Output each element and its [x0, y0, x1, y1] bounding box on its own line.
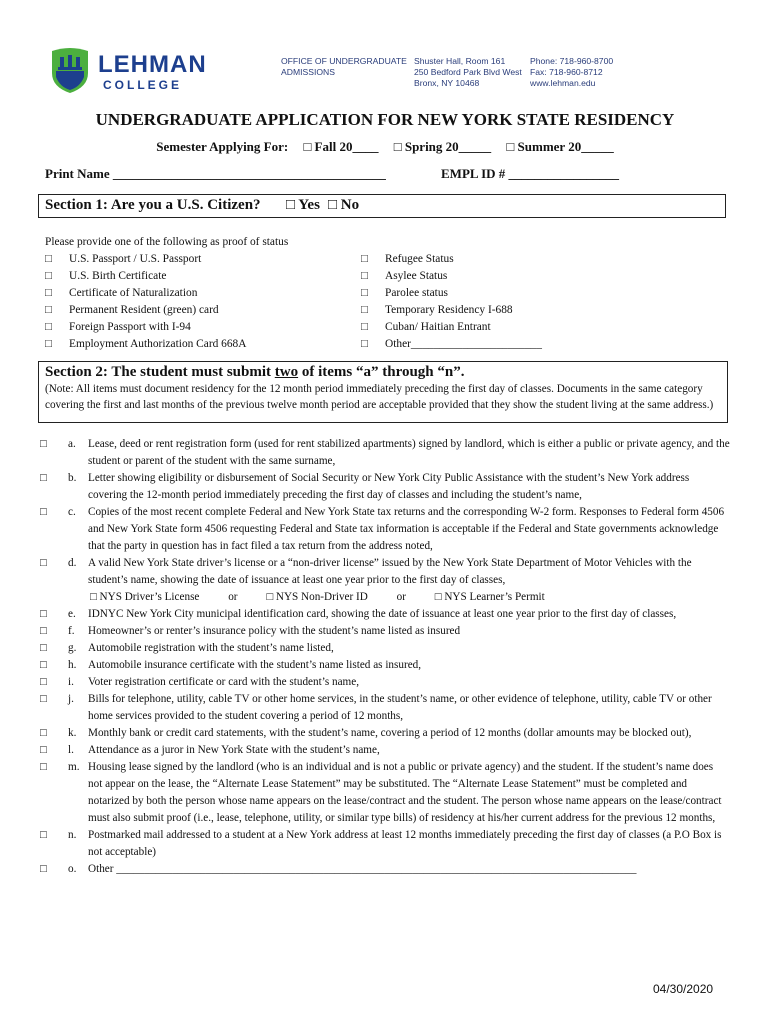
item-text: A valid New York State driver’s license or a “non-driver license” issued by the New York State Department of Motor Vehicles with the student’s name, showing the date of issuance at least one year prior to the first day of classes, — [88, 557, 692, 586]
list-item[interactable] — [361, 336, 542, 353]
item-text: Lease, deed or rent registration form (used for rent stabilized apartments) signed by landlord, which is either a public or private agency, and the student or parent of the student with the same surname, — [88, 438, 730, 467]
item-label: Employment Authorization Card 668A — [69, 338, 247, 350]
fall-checkbox[interactable]: □ Fall 20____ — [303, 139, 379, 154]
item-text: Other _____________________________________________________________________________________________ — [88, 863, 637, 875]
section2-header — [38, 361, 728, 423]
checkbox[interactable]: □ — [45, 304, 52, 316]
form-title: UNDERGRADUATE APPLICATION FOR NEW YORK STATE RESIDENCY — [95, 110, 675, 129]
item-letter: d. — [68, 557, 77, 569]
item-letter: f. — [68, 625, 75, 637]
office-address — [414, 56, 526, 89]
item-text: Automobile registration with the student’s name listed, — [88, 642, 334, 654]
list-item[interactable] — [361, 285, 542, 302]
address-line: 250 Bedford Park Blvd West — [414, 67, 522, 77]
item-letter: k. — [68, 727, 77, 739]
list-item[interactable] — [40, 657, 730, 674]
title-emphasis: two — [274, 364, 299, 380]
checkbox[interactable]: □ — [361, 338, 368, 350]
list-item[interactable] — [40, 470, 730, 504]
item-letter: l. — [68, 744, 74, 756]
item-text: Bills for telephone, utility, cable TV or other home services, in the student’s name, or other evidence of telephone, utility, cable TV or other home services provided to the student covering a period of 12 months, — [88, 693, 712, 722]
item-label: Permanent Resident (green) card — [69, 304, 219, 316]
checkbox[interactable]: □ — [40, 472, 47, 484]
citizen-yes-checkbox[interactable]: □ Yes — [286, 197, 320, 213]
checkbox[interactable]: □ — [40, 744, 47, 756]
section2-title — [45, 364, 465, 381]
item-label: Parolee status — [385, 287, 448, 299]
or-text: or — [228, 591, 238, 603]
learners-permit-checkbox[interactable]: □ NYS Learner’s Permit — [434, 591, 545, 603]
checkbox[interactable]: □ — [45, 321, 52, 333]
website-line: www.lehman.edu — [530, 78, 596, 88]
lehman-college-logo — [50, 47, 210, 95]
checkbox[interactable]: □ — [45, 338, 52, 350]
checkbox[interactable]: □ — [40, 761, 47, 773]
list-item[interactable] — [361, 251, 542, 268]
item-label: Refugee Status — [385, 253, 454, 265]
status-intro: Please provide one of the following as proof of status — [45, 236, 289, 248]
checkbox[interactable]: □ — [40, 727, 47, 739]
item-label: U.S. Birth Certificate — [69, 270, 167, 282]
list-item[interactable] — [45, 268, 246, 285]
checkbox[interactable]: □ — [361, 287, 368, 299]
checkbox[interactable]: □ — [40, 608, 47, 620]
checkbox[interactable]: □ — [40, 642, 47, 654]
list-item[interactable] — [45, 302, 246, 319]
item-text: IDNYC New York City municipal identification card, showing the date of issuance at least one year prior to the first day of classes, — [88, 608, 677, 620]
item-label: Certificate of Naturalization — [69, 287, 198, 299]
shield-icon — [50, 47, 90, 93]
list-item[interactable] — [40, 504, 730, 555]
item-letter: o. — [68, 863, 77, 875]
summer-checkbox[interactable]: □ Summer 20_____ — [506, 139, 614, 154]
list-item[interactable] — [40, 623, 730, 640]
list-item[interactable] — [40, 827, 730, 861]
item-text: Automobile insurance certificate with the student’s name listed as insured, — [88, 659, 422, 671]
item-label: Asylee Status — [385, 270, 448, 282]
office-line: ADMISSIONS — [281, 67, 335, 77]
logo-wordmark: LEHMAN — [98, 51, 207, 78]
checkbox[interactable]: □ — [40, 676, 47, 688]
checkbox[interactable]: □ — [45, 287, 52, 299]
item-letter: c. — [68, 506, 76, 518]
item-label: U.S. Passport / U.S. Passport — [69, 253, 202, 265]
semester-label: Semester Applying For: — [156, 139, 289, 154]
non-driver-id-checkbox[interactable]: □ NYS Non-Driver ID — [266, 591, 368, 603]
item-letter: j. — [68, 693, 74, 705]
list-item[interactable] — [361, 302, 542, 319]
list-item[interactable] — [40, 742, 730, 759]
document-items-list — [40, 436, 730, 878]
status-list-left — [45, 251, 246, 353]
empl-id-field[interactable]: EMPL ID # _________________ — [441, 166, 620, 181]
citizen-no-checkbox[interactable]: □ No — [328, 197, 360, 213]
item-letter: a. — [68, 438, 76, 450]
checkbox[interactable]: □ — [45, 270, 52, 282]
checkbox[interactable]: □ — [40, 557, 47, 569]
item-text: Copies of the most recent complete Federal and New York State tax returns and the corresponding W-2 form. Responses to Federal form 4506 and New York State form 4506 requesting Federal and State tax information is acceptable if the Federal and State governments acknowledge that the party in question has in fact filed a tax return from the address noted, — [88, 506, 725, 552]
list-item[interactable] — [40, 606, 730, 623]
checkbox[interactable]: □ — [40, 829, 47, 841]
checkbox[interactable]: □ — [40, 863, 47, 875]
checkbox[interactable]: □ — [45, 253, 52, 265]
item-text: Postmarked mail addressed to a student at a New York address at least 12 months immediately preceding the first day of classes (a P.O Box is not acceptable) — [88, 829, 722, 858]
checkbox[interactable]: □ — [40, 659, 47, 671]
checkbox[interactable]: □ — [361, 253, 368, 265]
item-text: Letter showing eligibility or disbursement of Social Security or New York City Public Assistance with the student’s New York address covering the 12-month period immediately preceding the first day of classes and including the student’s name, — [88, 472, 690, 501]
list-item[interactable] — [40, 759, 730, 827]
or-text: or — [396, 591, 406, 603]
checkbox[interactable]: □ — [361, 321, 368, 333]
section1-title: Section 1: Are you a U.S. Citizen? — [45, 197, 261, 213]
list-item[interactable] — [45, 285, 246, 302]
checkbox[interactable]: □ — [40, 506, 47, 518]
title-part: of items “a” through “n”. — [298, 364, 465, 380]
logo-subtitle: COLLEGE — [103, 78, 183, 92]
list-item[interactable] — [361, 268, 542, 285]
phone-line: Phone: 718-960-8700 — [530, 56, 614, 66]
checkbox[interactable]: □ — [40, 693, 47, 705]
item-text: Monthly bank or credit card statements, with the student’s name, covering a period of 12 months (dollar amounts may be blocked out), — [88, 727, 692, 739]
drivers-license-checkbox[interactable]: □ NYS Driver’s License — [90, 591, 200, 603]
item-letter: n. — [68, 829, 77, 841]
checkbox[interactable]: □ — [361, 304, 368, 316]
item-letter: h. — [68, 659, 77, 671]
list-item[interactable] — [361, 319, 542, 336]
list-item[interactable] — [40, 691, 730, 725]
status-list-right — [361, 251, 542, 353]
item-text: Attendance as a juror in New York State with the student’s name, — [88, 744, 380, 756]
checkbox[interactable]: □ — [40, 438, 47, 450]
office-name — [281, 56, 409, 78]
address-line: Bronx, NY 10468 — [414, 78, 480, 88]
list-item[interactable] — [40, 725, 730, 742]
item-letter: e. — [68, 608, 76, 620]
item-text: Homeowner’s or renter’s insurance policy with the student’s name listed as insured — [88, 625, 461, 637]
item-text: Voter registration certificate or card with the student’s name, — [88, 676, 359, 688]
list-item[interactable] — [45, 336, 246, 353]
item-label: Cuban/ Haitian Entrant — [385, 321, 491, 333]
title-part: Section 2: The student must submit — [45, 364, 275, 380]
list-item[interactable] — [45, 319, 246, 336]
address-line: Shuster Hall, Room 161 — [414, 56, 506, 66]
list-item[interactable] — [40, 436, 730, 470]
list-item[interactable] — [40, 640, 730, 657]
spring-checkbox[interactable]: □ Spring 20_____ — [393, 139, 492, 154]
print-name-field[interactable]: Print Name __________________________________________ — [45, 166, 386, 181]
fax-line: Fax: 718-960-8712 — [530, 67, 603, 77]
item-letter: m. — [68, 761, 80, 773]
license-options — [90, 589, 730, 606]
item-label: Other_______________________ — [385, 338, 542, 350]
item-label: Temporary Residency I-688 — [385, 304, 513, 316]
section2-note: (Note: All items must document residency for the 12 month period immediately preceding the first day of classes. Documents in the same category covering the first and last months of the previous twelve month period are acceptable provided that they show the student living at the same address.) — [45, 383, 714, 411]
item-letter: b. — [68, 472, 77, 484]
form-date: 04/30/2020 — [653, 982, 714, 996]
item-letter: i. — [68, 676, 74, 688]
checkbox[interactable]: □ — [40, 625, 47, 637]
item-letter: g. — [68, 642, 77, 654]
list-item[interactable] — [40, 674, 730, 691]
item-label: Foreign Passport with I-94 — [69, 321, 191, 333]
item-text: Housing lease signed by the landlord (who is an individual and is not a public or private agency) and the student. If the student’s name does not appear on the lease, the “Alternate Lease Statement” may be substituted. The “Alternate Lease Statement” must be completed and notarized by both the person whose name appears on the lease/contract and the student. The person whose name appears on the lease/contract must also submit proof (i.e., lease, telephone, utility, or similar type bills) of residency at his/her current address for the previous 12 months, — [88, 761, 722, 824]
list-item[interactable] — [40, 555, 730, 606]
checkbox[interactable]: □ — [361, 270, 368, 282]
list-item[interactable] — [45, 251, 246, 268]
semester-row — [0, 139, 770, 155]
office-line: OFFICE OF UNDERGRADUATE — [281, 56, 407, 66]
section1-header — [38, 194, 726, 218]
office-contact — [530, 56, 630, 89]
list-item[interactable] — [40, 861, 730, 878]
